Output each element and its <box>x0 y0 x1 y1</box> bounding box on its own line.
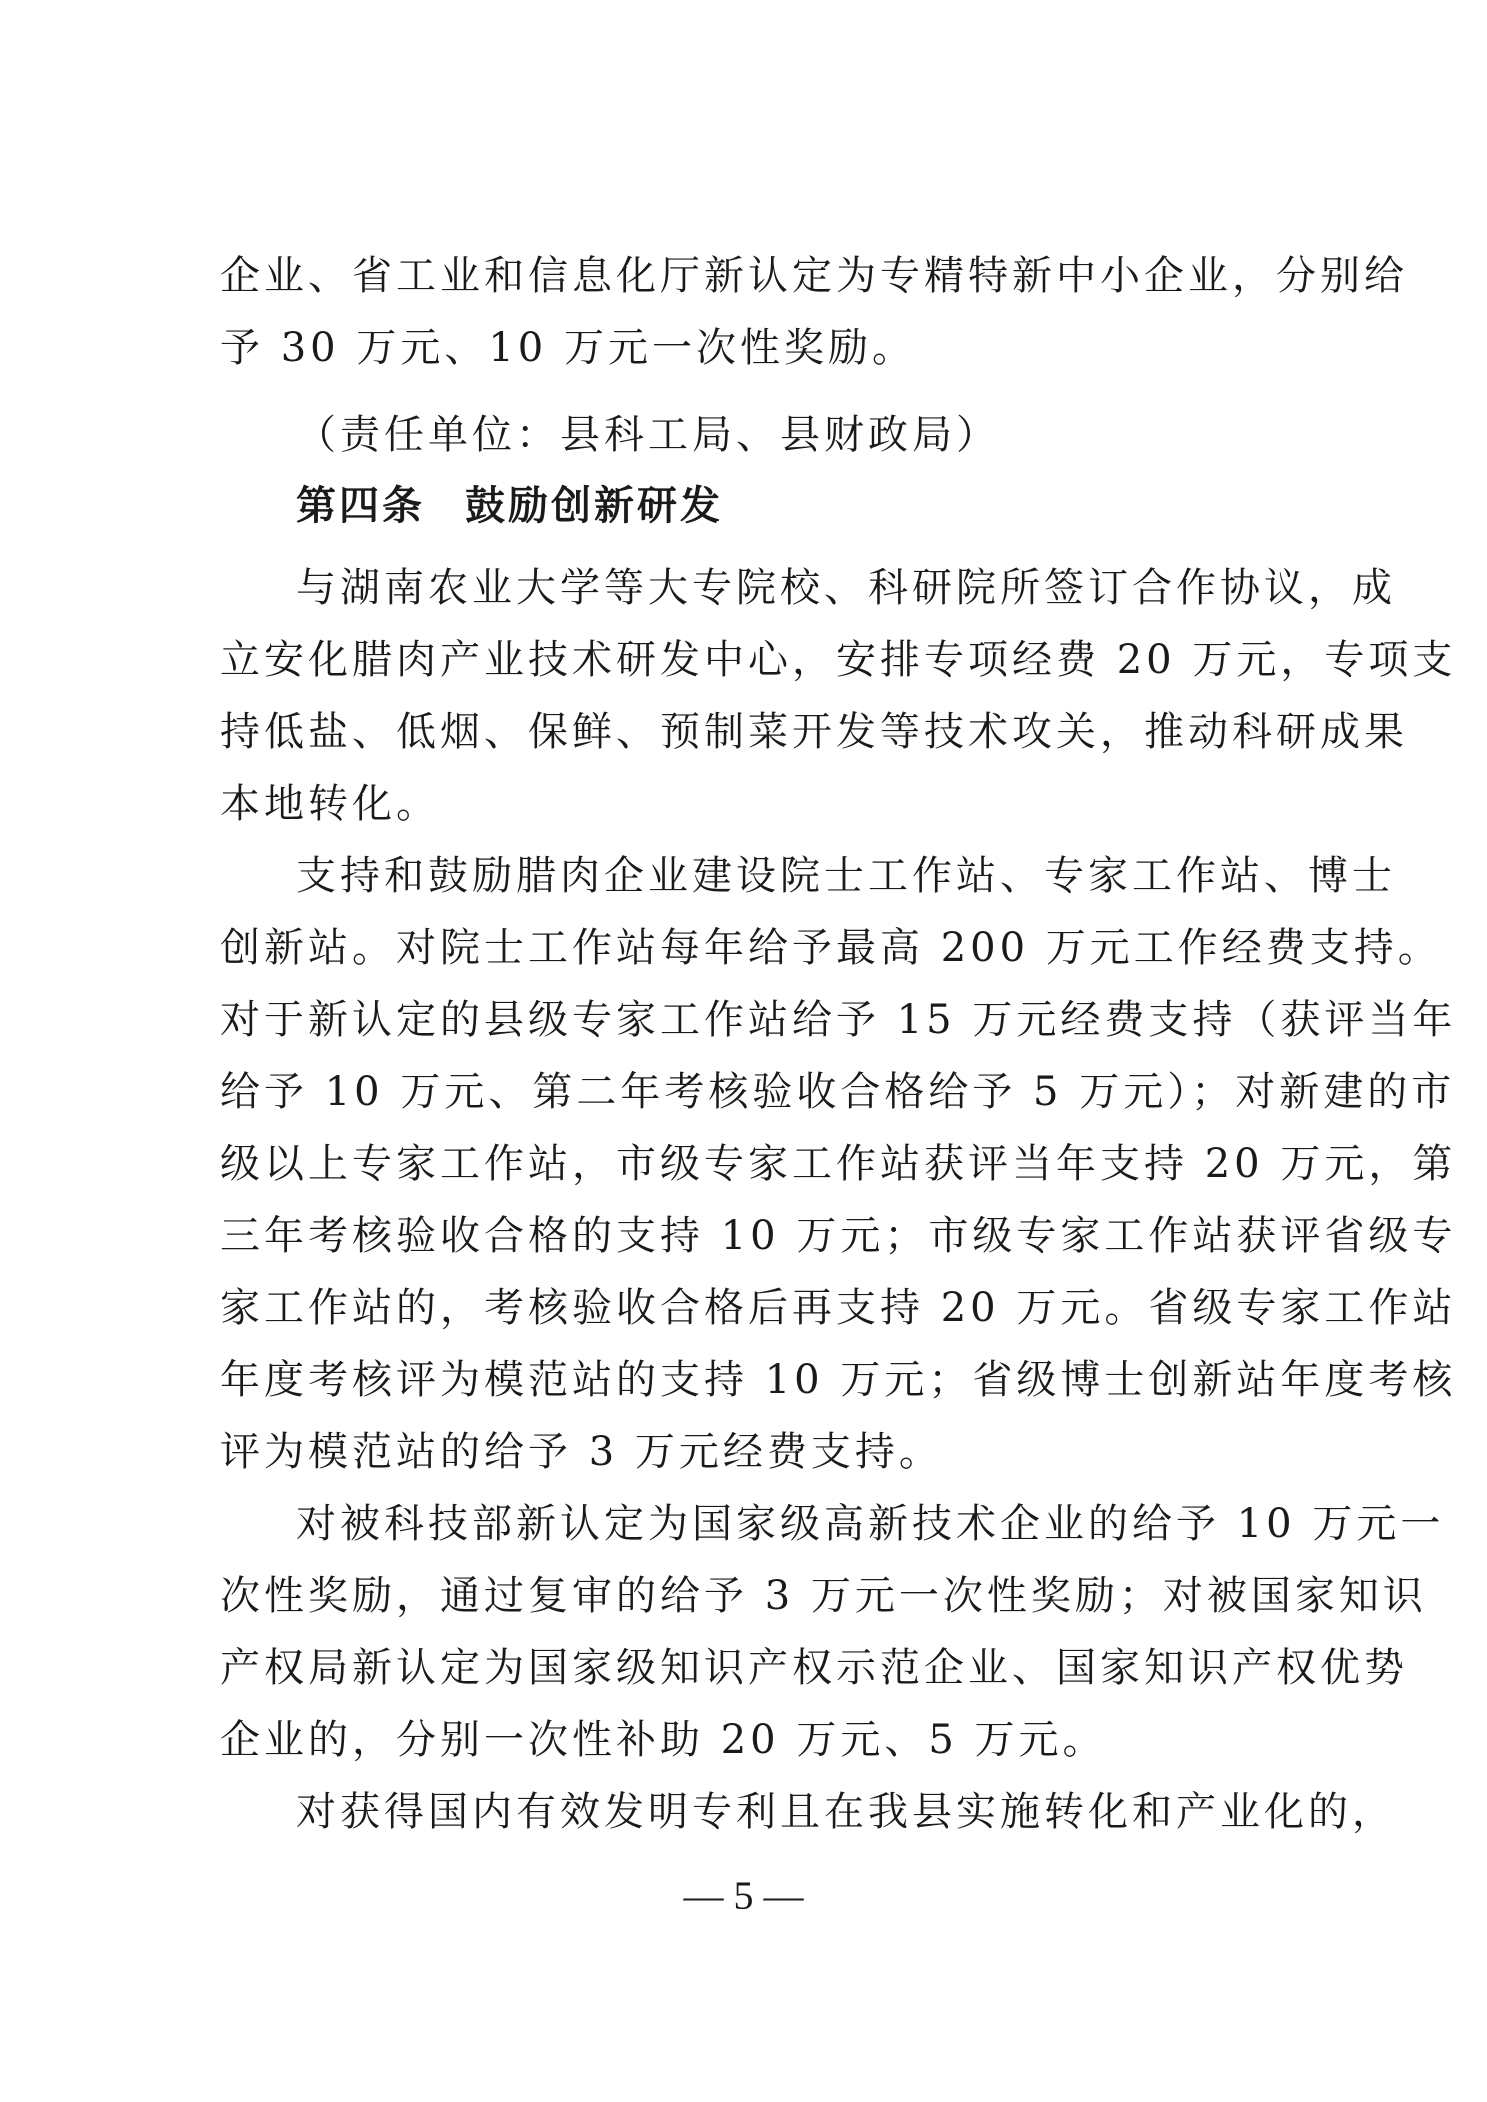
text-line: 年度考核评为模范站的支持 10 万元；省级博士创新站年度考核 <box>220 1357 1457 1403</box>
text-line: 三年考核验收合格的支持 10 万元；市级专家工作站获评省级专 <box>220 1213 1457 1259</box>
text-line: 级以上专家工作站，市级专家工作站获评当年支持 20 万元，第 <box>220 1141 1457 1187</box>
text-line: 企业的，分别一次性补助 20 万元、5 万元。 <box>220 1717 1107 1763</box>
text-line: 给予 10 万元、第二年考核验收合格给予 5 万元）；对新建的市 <box>220 1069 1456 1115</box>
article-title: 鼓励创新研发 <box>465 482 723 529</box>
paragraph-line: 支持和鼓励腊肉企业建设院士工作站、专家工作站、博士 <box>296 853 1396 899</box>
text-line: 立安化腊肉产业技术研发中心，安排专项经费 20 万元，专项支 <box>220 637 1457 683</box>
paragraph-line: 与湖南农业大学等大专院校、科研院所签订合作协议，成 <box>296 565 1396 611</box>
text-line: 本地转化。 <box>220 781 440 827</box>
article-heading <box>296 478 1320 534</box>
text-line: 持低盐、低烟、保鲜、预制菜开发等技术攻关，推动科研成果 <box>220 709 1408 755</box>
text-line: 评为模范站的给予 3 万元经费支持。 <box>220 1429 943 1475</box>
paragraph-line: 对获得国内有效发明专利且在我县实施转化和产业化的， <box>296 1789 1396 1835</box>
text-line: 对于新认定的县级专家工作站给予 15 万元经费支持（获评当年 <box>220 997 1457 1043</box>
text-line: 企业、省工业和信息化厅新认定为专精特新中小企业，分别给 <box>220 253 1408 299</box>
text-line: 次性奖励，通过复审的给予 3 万元一次性奖励；对被国家知识 <box>220 1573 1427 1619</box>
paragraph-line: 对被科技部新认定为国家级高新技术企业的给予 10 万元一 <box>296 1501 1445 1547</box>
text-line: 产权局新认定为国家级知识产权示范企业、国家知识产权优势 <box>220 1645 1408 1691</box>
text-line: 创新站。对院士工作站每年给予最高 200 万元工作经费支持。 <box>220 925 1442 971</box>
responsible-unit-note: （责任单位：县科工局、县财政局） <box>296 412 1000 458</box>
article-number: 第四条 <box>296 482 425 529</box>
text-line: 予 30 万元、10 万元一次性奖励。 <box>220 325 916 371</box>
page-number: — 5 — <box>683 1873 804 1918</box>
text-line: 家工作站的，考核验收合格后再支持 20 万元。省级专家工作站 <box>220 1285 1457 1331</box>
